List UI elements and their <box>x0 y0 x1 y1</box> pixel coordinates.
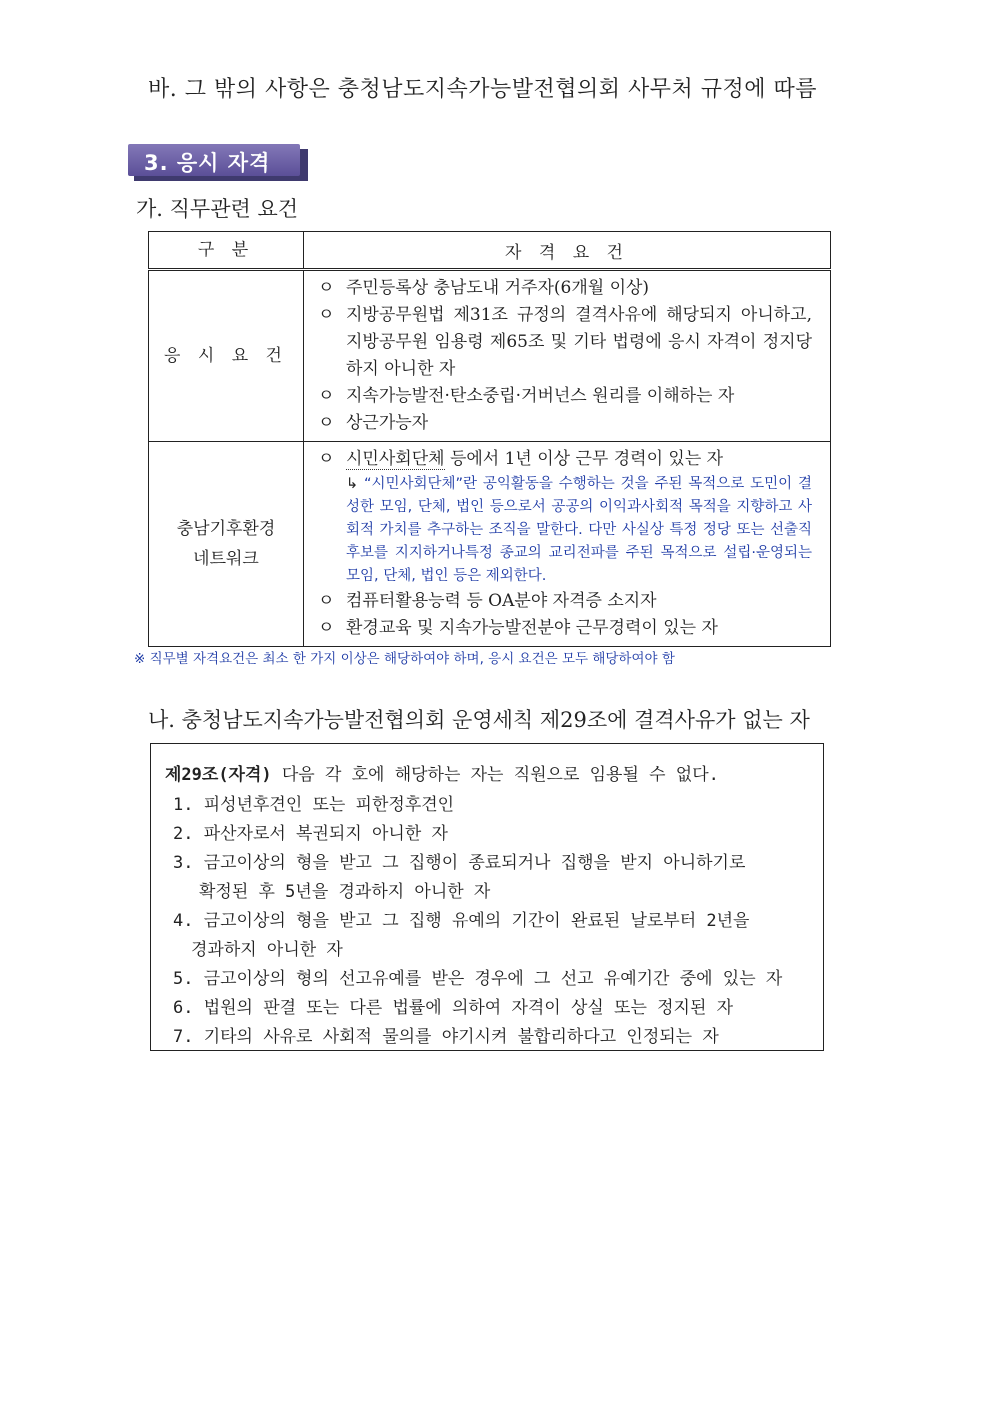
rule-item-4-cont: 경과하지 아니한 자 <box>191 940 343 960</box>
article-heading <box>165 760 719 785</box>
rule-item-5: 5. 금고이상의 형의 선고유예를 받은 경우에 그 선고 유예기간 중에 있는 자 <box>173 969 783 989</box>
item-text: 컴퓨터활용능력 등 OA분야 자격증 소지자 <box>346 591 657 611</box>
article-29-box <box>150 743 824 1051</box>
row2-items <box>304 442 831 647</box>
table-header-row <box>149 232 831 270</box>
section-heading-text: 3. 응시 자격 <box>144 151 271 175</box>
item-text: 환경교육 및 지속가능발전분야 근무경력이 있는 자 <box>346 618 718 638</box>
table-footnote: ※ 직무별 자격요건은 최소 한 가지 이상은 해당하여야 하며, 응시 요건은 모두 해당하여야 함 <box>134 651 675 667</box>
item-text: 상근가능자 <box>346 413 429 433</box>
list-item <box>318 446 812 473</box>
bullet-icon: ㅇ <box>318 305 335 325</box>
list-item <box>318 275 812 302</box>
bullet-icon: ㅇ <box>318 413 335 433</box>
header-requirements: 자 격 요 건 <box>304 232 831 270</box>
row2-category-line2: 네트워크 <box>193 549 259 569</box>
list-item <box>318 615 812 642</box>
article-title: 제29조(자격) <box>165 765 272 785</box>
bullet-icon: ㅇ <box>318 449 335 469</box>
definition-text: “시민사회단체”란 공익활동을 수행하는 것을 주된 목적으로 도민이 결성한 모임, 단체, 법인 등으로서 공공의 이익과사회적 목적을 지향하고 사회적 가치를 추구하는 조직을 말한다. 다만 사실상 특정 정당 또는 선출직 후보를 지지하거나특정 종교의 교리전파를 주된 목적으로 설립·운영되는 모임, 단체, 법인 등은 제외한다. <box>346 476 812 584</box>
article-intro: 다음 각 호에 해당하는 자는 직원으로 임용될 수 없다. <box>271 765 719 785</box>
item-text: 지속가능발전·탄소중립·거버넌스 원리를 이해하는 자 <box>346 386 735 406</box>
row2-category <box>149 442 304 647</box>
row1-items <box>304 270 831 442</box>
subheading-a: 가. 직무관련 요건 <box>136 197 299 221</box>
bullet-icon: ㅇ <box>318 278 335 298</box>
bullet-icon: ㅇ <box>318 591 335 611</box>
bullet-icon: ㅇ <box>318 386 335 406</box>
rule-item-7: 7. 기타의 사유로 사회적 물의를 야기시켜 불합리하다고 인정되는 자 <box>173 1027 719 1047</box>
table-row <box>149 270 831 442</box>
rule-item-1: 1. 피성년후견인 또는 피한정후견인 <box>173 795 455 815</box>
rule-item-3: 3. 금고이상의 형을 받고 그 집행이 종료되거나 집행을 받지 아니하기로 <box>173 853 746 873</box>
rule-item-2: 2. 파산자로서 복권되지 아니한 자 <box>173 824 448 844</box>
requirements-table <box>148 231 831 647</box>
rule-item-6: 6. 법원의 판결 또는 다른 법률에 의하여 자격이 상실 또는 정지된 자 <box>173 998 734 1018</box>
table-row <box>149 442 831 647</box>
bullet-icon: ㅇ <box>318 618 335 638</box>
item-text: 지방공무원법 제31조 규정의 결격사유에 해당되지 아니하고, 지방공무원 임용령 제65조 및 기타 법령에 응시 자격이 정지당하지 아니한 자 <box>346 305 812 379</box>
definition-note <box>318 473 812 588</box>
paragraph-ba: 바. 그 밖의 사항은 충청남도지속가능발전협의회 사무처 규정에 따름 <box>148 77 818 102</box>
section-heading <box>128 144 306 180</box>
return-arrow-icon: ↳ <box>346 476 359 492</box>
list-item <box>318 588 812 615</box>
rule-item-3-cont: 확정된 후 5년을 경과하지 아니한 자 <box>199 882 491 902</box>
list-item <box>318 383 812 410</box>
rule-item-4: 4. 금고이상의 형을 받고 그 집행 유예의 기간이 완료된 날로부터 2년을 <box>173 911 750 931</box>
subheading-b: 나. 충청남도지속가능발전협의회 운영세칙 제29조에 결격사유가 없는 자 <box>148 708 810 732</box>
list-item <box>318 410 812 437</box>
header-category: 구 분 <box>149 232 304 270</box>
civic-org-term: 시민사회단체 <box>346 449 445 469</box>
row2-category-line1: 충남기후환경 <box>176 519 276 539</box>
list-item <box>318 302 812 383</box>
row1-category: 응 시 요 건 <box>149 270 304 442</box>
item-text: 주민등록상 충남도내 거주자(6개월 이상) <box>346 278 650 298</box>
item-text: 등에서 1년 이상 근무 경력이 있는 자 <box>444 449 724 469</box>
